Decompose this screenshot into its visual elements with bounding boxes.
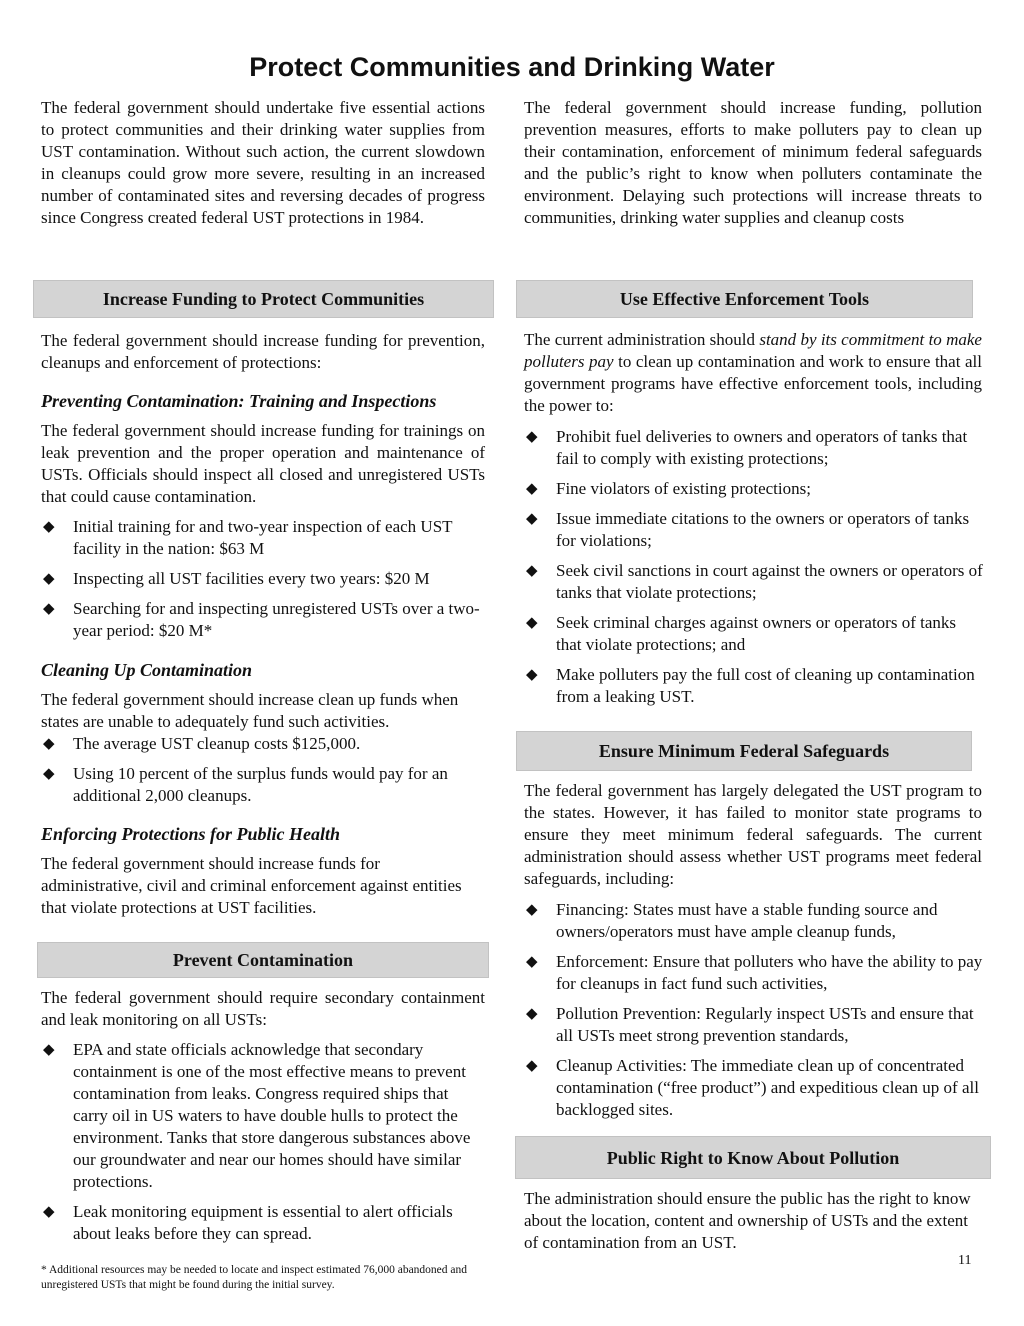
safeguards-intro: The federal government has largely delegated the UST program to the states. However, it has failed to monitor state programs to ensure they meet minimum federal safeguards. The current administration should assess whether UST programs meet federal safeguards, including: [524,781,982,888]
cleaning-bullet-list [41,733,486,815]
diamond-bullet-icon: ◆ [526,481,538,497]
list-item: ◆ Seek criminal charges against owners or operators of tanks that violate protections; and [526,613,957,654]
diamond-bullet-icon: ◆ [43,736,55,752]
list-item: ◆ Pollution Prevention: Regularly inspect USTs and ensure that all USTs meet strong prevention standards, [526,1004,974,1045]
subheading-cleaning-up: Cleaning Up Contamination [41,660,253,680]
list-item: ◆ Cleanup Activities: The immediate clean up of concentrated contamination (“free product”) and expeditious clean up of all backlogged sites. [526,1056,979,1119]
diamond-bullet-icon: ◆ [526,511,538,527]
enforcement-intro: The current administration should stand by its commitment to make polluters pay to clean up contamination and work to ensure that all government programs have effective enforcement tools, including the power to: [524,330,982,415]
list-item: ◆ Fine violators of existing protections; [526,479,811,498]
emphasis-text: stand by its commitment to make polluters pay [524,330,982,371]
diamond-bullet-icon: ◆ [43,1042,55,1058]
list-item: ◆ Seek civil sanctions in court against the owners or operators of tanks that violate protections; [526,561,983,602]
section-heading-right-to-know: Public Right to Know About Pollution [515,1136,991,1179]
diamond-bullet-icon: ◆ [526,667,538,683]
list-item: ◆ Using 10 percent of the surplus funds would pay for an additional 2,000 cleanups. [43,764,448,805]
page-number: 11 [958,1253,972,1268]
diamond-bullet-icon: ◆ [526,954,538,970]
list-item: ◆ Leak monitoring equipment is essential to alert officials about leaks before they can spread. [43,1202,453,1243]
list-item: ◆ Enforcement: Ensure that polluters who have the ability to pay for cleanups in fact fund such activities, [526,952,983,993]
list-item: ◆ The average UST cleanup costs $125,000. [43,734,361,753]
list-item: ◆ Make polluters pay the full cost of cleaning up contamination from a leaking UST. [526,665,975,706]
subheading-preventing-contamination: Preventing Contamination: Training and Inspections [41,391,437,411]
section-heading-enforcement-tools: Use Effective Enforcement Tools [516,280,973,318]
diamond-bullet-icon: ◆ [43,519,55,535]
page-title: Protect Communities and Drinking Water [249,52,775,82]
cleaning-paragraph: The federal government should increase clean up funds when states are unable to adequately fund such activities. [41,690,459,731]
section-heading-prevent-contamination: Prevent Contamination [37,942,489,978]
diamond-bullet-icon: ◆ [43,571,55,587]
list-item: ◆ Inspecting all UST facilities every two years: $20 M [43,569,430,588]
safeguards-bullet-list [524,899,984,1129]
diamond-bullet-icon: ◆ [526,902,538,918]
funding-intro: The federal government should increase funding for prevention, cleanups and enforcement of protections: [41,331,485,372]
section-heading-federal-safeguards: Ensure Minimum Federal Safeguards [516,731,972,771]
intro-left-paragraph: The federal government should undertake five essential actions to protect communities and their drinking water supplies from UST contamination. Without such action, the current slowdown in cleanups could grow more severe, resulting in an increased number of contaminated sites and reversing decades of progress since Congress created federal UST protections in 1984. [41,98,485,227]
list-item: ◆ Searching for and inspecting unregistered USTs over a two-year period: $20 M* [43,599,480,640]
preventing-paragraph: The federal government should increase funding for trainings on leak prevention and the proper operation and maintenance of USTs. Officials should inspect all closed and unregistered USTs that could cause contamination. [41,421,485,506]
list-item: ◆ Initial training for and two-year inspection of each UST facility in the nation: $63 M [43,517,453,558]
diamond-bullet-icon: ◆ [526,1058,538,1074]
diamond-bullet-icon: ◆ [526,1006,538,1022]
subheading-enforcing-protections: Enforcing Protections for Public Health [41,824,341,844]
list-item: ◆ EPA and state officials acknowledge that secondary containment is one of the most effective means to prevent contamination from leaks. Congress required ships that carry oil in US waters to have double hulls to protect the environment. Tanks that store dangerous substances above our groundwater and near our homes should have similar protections. [43,1040,471,1191]
diamond-bullet-icon: ◆ [526,429,538,445]
intro-right-paragraph: The federal government should increase funding, pollution prevention measures, efforts to make polluters pay to clean up their contamination, enforcement of minimum federal safeguards and the public’s right to know when polluters contaminate the environment. Delaying such protections will increase threats to communities, drinking water supplies and cleanup costs [524,98,982,227]
diamond-bullet-icon: ◆ [43,1204,55,1220]
list-item: ◆ Prohibit fuel deliveries to owners and operators of tanks that fail to comply with existing protections; [526,427,968,468]
prevent-bullet-list [41,1039,481,1253]
diamond-bullet-icon: ◆ [526,563,538,579]
enforcing-paragraph: The federal government should increase funds for administrative, civil and criminal enforcement against entities that violate protections at UST facilities. [41,854,462,917]
diamond-bullet-icon: ◆ [43,601,55,617]
footnote: * Additional resources may be needed to locate and inspect estimated 76,000 abandoned and unregistered USTs that might be found during the initial survey. [41,1264,468,1291]
right-to-know-paragraph: The administration should ensure the public has the right to know about the location, content and ownership of USTs and the extent of contamination from an UST. [524,1189,971,1252]
list-item: ◆ Financing: States must have a stable funding source and owners/operators must have ample cleanup funds, [526,900,938,941]
prevent-intro: The federal government should require secondary containment and leak monitoring on all USTs: [41,988,485,1029]
list-item: ◆ Issue immediate citations to the owners or operators of tanks for violations; [526,509,970,550]
enforcement-bullet-list [524,426,984,716]
diamond-bullet-icon: ◆ [43,766,55,782]
section-heading-increase-funding: Increase Funding to Protect Communities [33,280,494,318]
diamond-bullet-icon: ◆ [526,615,538,631]
preventing-bullet-list [41,516,486,650]
